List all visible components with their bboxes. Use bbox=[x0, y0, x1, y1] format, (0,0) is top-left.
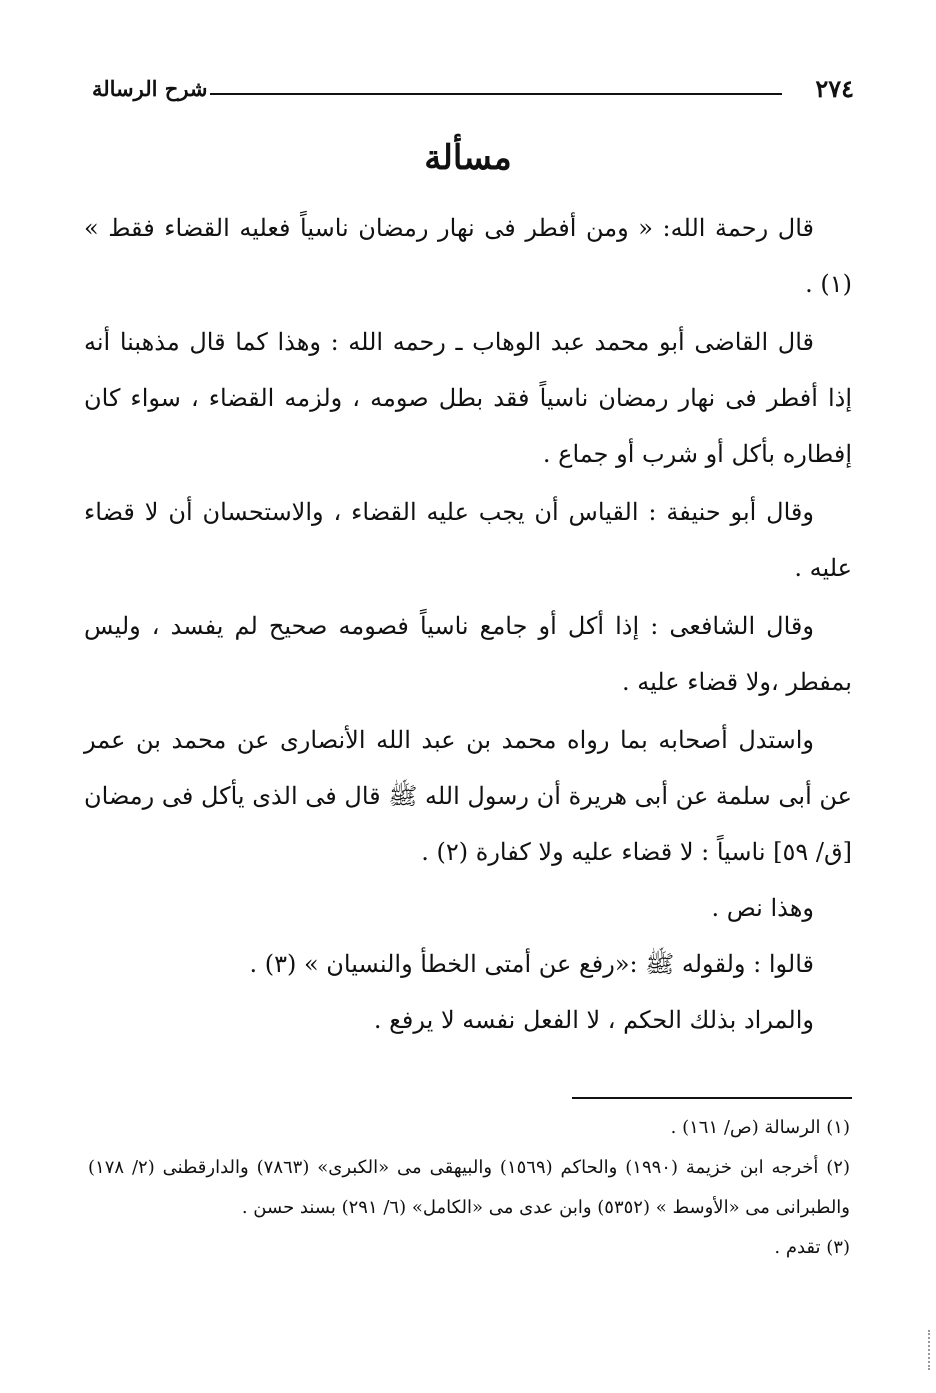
page-number: ٢٧٤ bbox=[815, 74, 854, 103]
paragraph-abu-hanifa: وقال أبو حنيفة : القياس أن يجب عليه القضاء ، والاستحسان أن لا قضاء عليه . bbox=[84, 498, 852, 582]
header-rule bbox=[210, 93, 782, 95]
footnotes bbox=[88, 1108, 850, 1268]
paragraph-nass: وهذا نص . bbox=[711, 894, 814, 922]
footnote-3: (٣) تقدم . bbox=[774, 1237, 850, 1258]
paragraph-qadi: قال القاضى أبو محمد عبد الوهاب ـ رحمه الله : وهذا كما قال مذهبنا أنه إذا أفطر فى نهار رمضان ناسياً فقد بطل صومه ، ولزمه القضاء ، سواء كان إفطاره بأكل أو شرب أو جماع . bbox=[84, 328, 852, 468]
paragraph-conclusion: والمراد بذلك الحكم ، لا الفعل نفسه لا يرفع . bbox=[373, 1006, 814, 1034]
scan-edge-marks bbox=[924, 1330, 930, 1370]
book-title: شرح الرسالة bbox=[92, 76, 208, 101]
paragraph-hadith: قالوا : ولقوله ﷺ :«رفع عن أمتى الخطأ والنسيان » (٣) . bbox=[249, 950, 814, 978]
section-heading: مسألة bbox=[424, 138, 512, 178]
paragraph-evidence: واستدل أصحابه بما رواه محمد بن عبد الله الأنصارى عن محمد بن عمر عن أبى سلمة عن أبى هريرة أن رسول الله ﷺ قال فى الذى يأكل فى رمضان [ق/ ٥٩] ناسياً : لا قضاء عليه ولا كفارة (٢) . bbox=[84, 726, 852, 866]
paragraph-shafii: وقال الشافعى : إذا أكل أو جامع ناسياً فصومه صحيح لم يفسد ، وليس بمفطر ،ولا قضاء عليه . bbox=[84, 612, 852, 696]
paragraph-quote: قال رحمة الله: « ومن أفطر فى نهار رمضان ناسياً فعليه القضاء فقط » (١) . bbox=[84, 214, 852, 298]
main-text bbox=[84, 200, 852, 1048]
running-header bbox=[92, 74, 854, 114]
footnote-2: (٢) أخرجه ابن خزيمة (١٩٩٠) والحاكم (١٥٦٩) والبيهقى مى «الكبرى» (٧٨٦٣) والدارقطنى (٢/ ١٧٨) والطبرانى مى «الأوسط » (٥٣٥٢) وابن عدى مى «الكامل» (٦/ ٢٩١) بسند حسن . bbox=[88, 1157, 850, 1218]
footnote-separator bbox=[572, 1097, 852, 1099]
footnote-1: (١) الرسالة (ص/ ١٦١) . bbox=[670, 1117, 850, 1138]
